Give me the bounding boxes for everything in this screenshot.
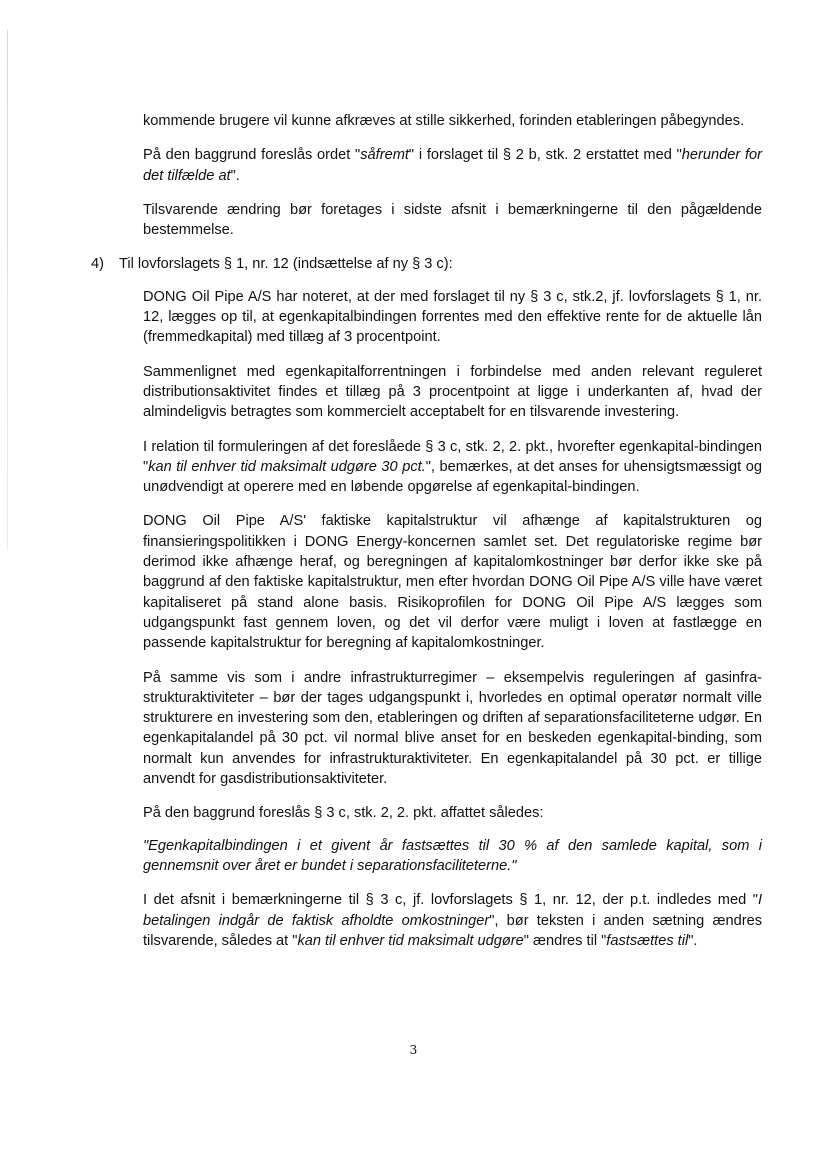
document-body	[91, 111, 763, 965]
paragraph-3: Tilsvarende ændring bør foretages i sidste afsnit i bemærkningerne til den pågældende bestemmelse.	[143, 201, 762, 239]
paragraph-2	[143, 145, 762, 186]
paragraph-11-text-3: " ændres til "	[523, 932, 607, 949]
paragraph-2-text-2: " i forslaget til § 2 b, stk. 2 erstattet med "	[408, 147, 682, 164]
paragraph-2-italic-1: såfremt	[360, 147, 409, 164]
paragraph-4: DONG Oil Pipe A/S har noteret, at der med forslaget til ny § 3 c, stk.2, jf. lovforslagets § 1, nr. 12, lægges op til, at egenkapitalbindingen forrentes med den effektive rente for de aktuelle lån (fremmedkapital) med tillæg af 3 procentpoint.	[143, 288, 762, 346]
list-item-heading: Til lovforslagets § 1, nr. 12 (indsættelse af ny § 3 c):	[119, 256, 453, 273]
paragraph-2-text: På den baggrund foreslås ordet "	[143, 147, 361, 164]
paragraph-11-text: I det afsnit i bemærkningerne til § 3 c, jf. lovforslagets § 1, nr. 12, der p.t. indledes med "	[143, 892, 758, 909]
paragraph-6-text: I relation til formuleringen af det foreslåede § 3 c, stk. 2, 2. pkt., hvorefter egenkapital-bindingen "	[143, 438, 762, 475]
paragraph-9: På den baggrund foreslås § 3 c, stk. 2, 2. pkt. affattet således:	[143, 805, 544, 822]
list-item-number: 4)	[91, 256, 104, 273]
paragraph-5: Sammenlignet med egenkapitalforrentningen i forbindelse med anden relevant reguleret distributionsaktivitet findes et tillæg på 3 procentpoint at ligge i underkanten af, hvad der almindeligvis betragtes som kommercielt acceptabelt for en tilsvarende investering.	[143, 363, 762, 421]
page-number: 3	[409, 1043, 418, 1057]
paragraph-11-italic-1: I betalingen indgår de faktisk afholdte omkostninger	[143, 892, 762, 929]
paragraph-1: kommende brugere vil kunne afkræves at stille sikkerhed, forinden etableringen påbegyndes.	[143, 113, 745, 129]
paragraph-6-text-2: ", bemærkes, at det anses for uhensigtsmæssigt og unødvendigt at operere med en løbende opgørelse af egenkapital-bindingen.	[143, 458, 762, 496]
paragraph-6-italic: kan til enhver tid maksimalt udgøre 30 pct.	[148, 458, 426, 475]
paragraph-11-text-4: ".	[688, 932, 698, 949]
paragraph-2-italic-2: herunder for det tilfælde at	[143, 147, 762, 184]
paragraph-8: På samme vis som i andre infrastrukturregimer – eksempelvis reguleringen af gasinfra-strukturaktiviteter – bør der tages udgangspunkt i, hvorledes en optimal operatør normalt ville strukturere en investering som den, etableringen og driften af separationsfaciliteterne udgør. En egenkapitalandel på 30 pct. vil normal blive anset for en beskeden egenkapital-binding, som normalt kun anvendes for infrastrukturaktiviteter. En egenkapitalandel på 30 pct. er tillige anvendt for gasdistributionsaktiviteter.	[143, 669, 762, 788]
paragraph-11-italic-3: fastsættes til	[606, 932, 689, 949]
paragraph-7: DONG Oil Pipe A/S' faktiske kapitalstruktur vil afhænge af kapitalstrukturen og finansieringspolitikken i DONG Energy-koncernen samlet set. Det regulatoriske regime bør derimod ikke afhænge heraf, og beregningen af kapitalomkostninger bør derfor ikke ske på baggrund af den faktiske kapitalstruktur, men efter hvordan DONG Oil Pipe A/S ville have været kapitaliseret på stand alone basis. Risikoprofilen for DONG Oil Pipe A/S lægges som udgangspunkt fast gennem loven, og det vil derfor være muligt i loven at fastlægge en passende kapitalstruktur for beregning af kapitalomkostninger.	[143, 513, 762, 652]
list-item-4	[91, 254, 762, 274]
paragraph-11-italic-2: kan til enhver tid maksimalt udgøre	[297, 932, 524, 949]
paragraph-11-text-2: ", bør teksten i anden sætning ændres tilsvarende, således at "	[143, 912, 763, 949]
paragraph-11	[143, 890, 762, 951]
scan-edge-line	[7, 30, 8, 550]
quoted-proposal: "Egenkapitalbindingen i et givent år fastsættes til 30 % af den samlede kapital, som i gennemsnit over året er bundet i separationsfaciliteterne."	[143, 837, 762, 874]
paragraph-6	[143, 437, 762, 498]
paragraph-2-text-3: ".	[230, 167, 240, 184]
